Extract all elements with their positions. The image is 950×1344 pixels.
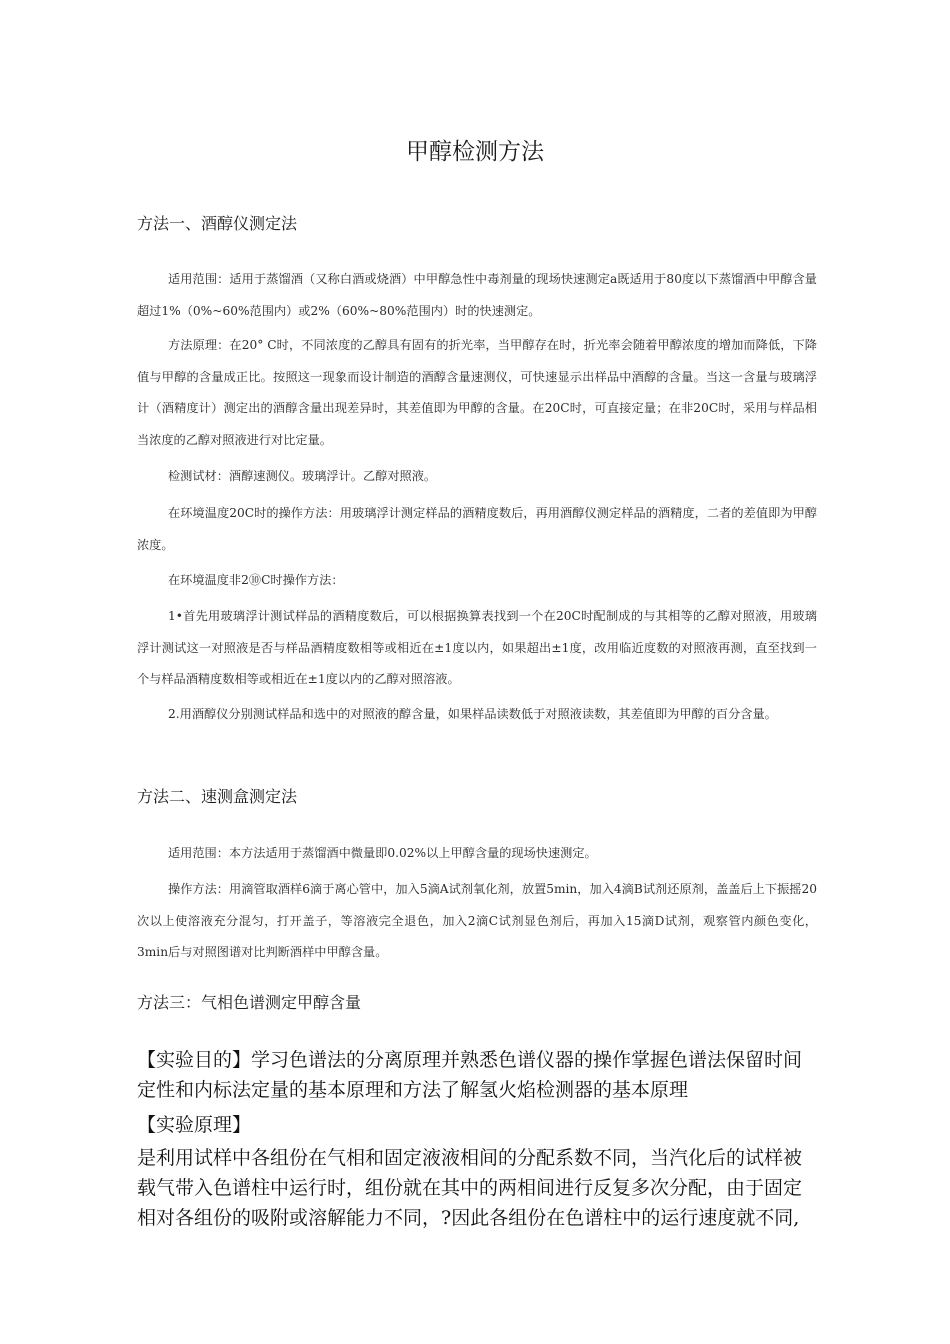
method2-scope: 适用范围：本方法适用于蒸馏酒中微量即0.02%以上甲醇含量的现场快速测定。: [168, 846, 597, 860]
method1-step1: 1•首先用玻璃浮计测试样品的酒精度数后，可以根据换算表找到一个在20C时配制成的与其相等的乙醇对照液，用玻璃浮计测试这一对照液是否与样品酒精度数相等或相近在±1度以内，如果超出±1度，改用临近度数的对照液再测，直至找到一个与样品酒精度数相等或相近在±1度以内的乙醇对照溶液。: [137, 609, 817, 686]
method1-step2: 2.用酒醇仪分别测试样品和选中的对照液的醇含量，如果样品读数低于对照液读数，其差值即为甲醇的百分含量。: [168, 707, 777, 721]
experiment-principle-label: 【实验原理】: [137, 1114, 252, 1136]
method1-op-non20c: 在环境温度非2⑩C时操作方法：: [168, 573, 344, 587]
method1-materials: 检测试材：酒醇速测仪。玻璃浮计。乙醇对照液。: [168, 469, 437, 483]
method1-principle: 方法原理：在20° C时，不同浓度的乙醇具有固有的折光率，当甲醇存在时，折光率会随着甲醇浓度的增加而降低，下降值与甲醇的含量成正比。按照这一现象而设计制造的酒醇含量速测仪，可快速显示出样品中酒醇的含量。当这一含量与玻璃浮计（酒精度计）测定出的酒醇含量出现差异时，其差值即为甲醇的含量。在20C时，可直接定量；在非20C时，采用与样品相当浓度的乙醇对照液进行对比定量。: [137, 338, 817, 447]
document-title: 甲醇检测方法: [406, 139, 544, 165]
method1-heading: 方法一、酒醇仪测定法: [137, 214, 298, 233]
method2-operation: 操作方法：用滴管取酒样6滴于离心管中，加入5滴A试剂氧化剂，放置5min，加入4滴B试剂还原剂，盖盖后上下振摇20次以上使溶液充分混匀，打开盖子，等溶液完全退色，加入2滴C试剂显色剂后，再加入15滴D试剂，观察管内颜色变化，3min后与对照图谱对比判断酒样中甲醇含量。: [137, 882, 817, 959]
method1-scope: 适用范围：适用于蒸馏酒（又称白酒或烧酒）中甲醇急性中毒剂量的现场快速测定a既适用于80度以下蒸馏酒中甲醇含量超过1%（0%~60%范围内）或2%（60%~80%范围内）时的快速测定。: [137, 272, 817, 318]
method1-op-20c: 在环境温度20C时的操作方法：用玻璃浮计测定样品的酒精度数后，再用酒醇仪测定样品的酒精度，二者的差值即为甲醇浓度。: [137, 506, 817, 552]
experiment-purpose: 【实验目的】学习色谱法的分离原理并熟悉色谱仪器的操作掌握色谱法保留时间定性和内标法定量的基本原理和方法了解氢火焰检测器的基本原理: [137, 1049, 803, 1101]
method3-heading: 方法三：气相色谱测定甲醇含量: [137, 993, 362, 1012]
experiment-principle-text: 是利用试样中各组份在气相和固定液液相间的分配系数不同，当汽化后的试样被载气带入色谱柱中运行时，组份就在其中的两相间进行反复多次分配，由于固定相对各组份的吸附或溶解能力不同，?因此各组份在色谱柱中的运行速度就不同,: [137, 1147, 803, 1229]
method2-heading: 方法二、速测盒测定法: [137, 787, 298, 806]
